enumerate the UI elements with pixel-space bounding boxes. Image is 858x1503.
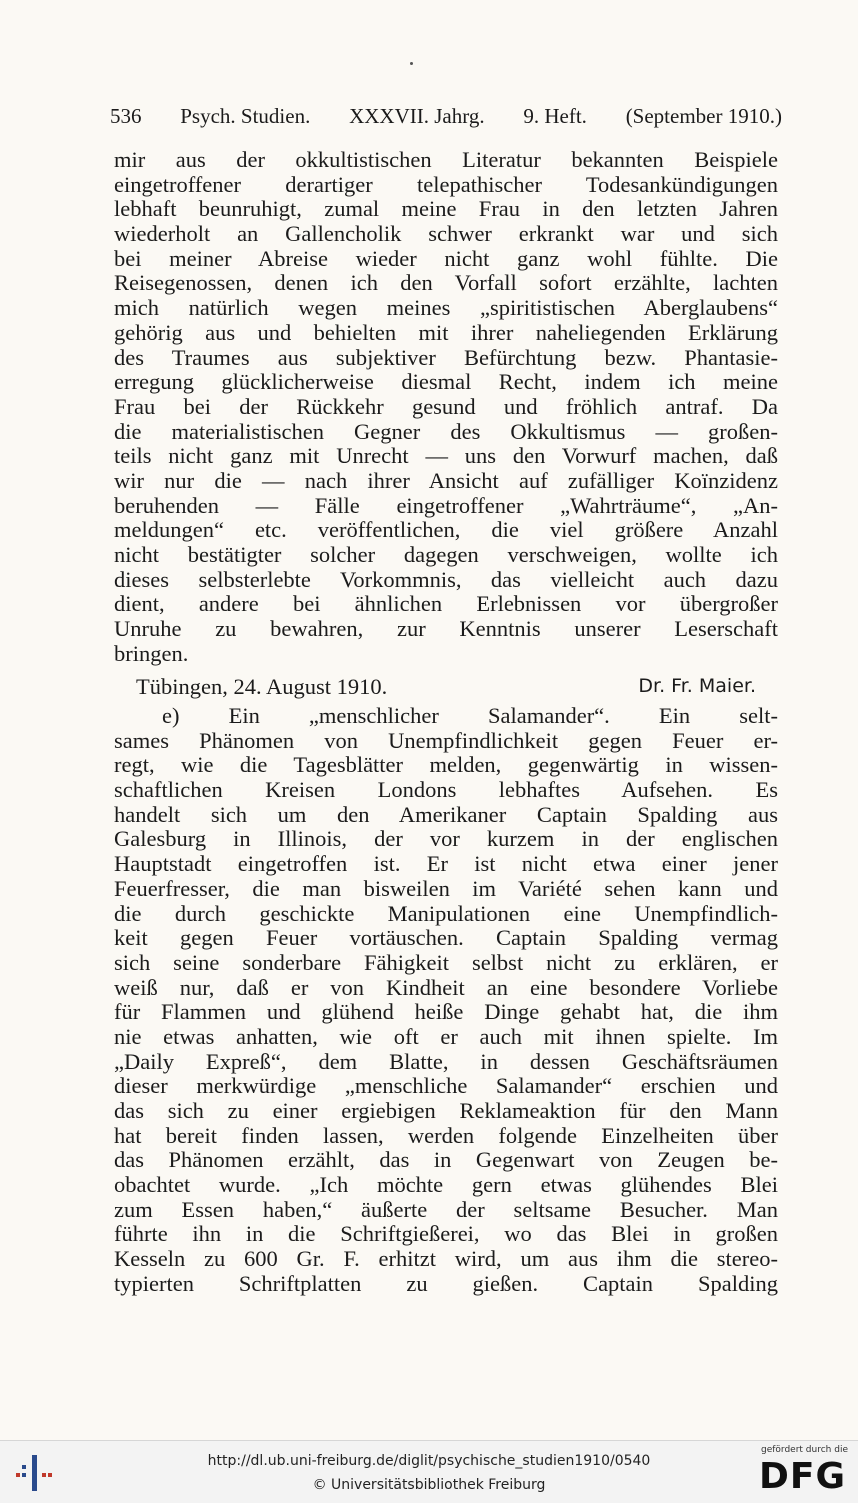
text-line: „Daily Expreß“, dem Blatte, in dessen Geschäftsräumen (114, 1049, 778, 1074)
issue: 9. Heft. (523, 104, 587, 128)
dfg-logo: DFG (758, 1456, 846, 1497)
text-line: nicht bestätigter solcher dagegen verschweigen, wollte ich (114, 543, 778, 567)
text-line: meldungen“ etc. veröffentlichen, die viel größere Anzahl (114, 518, 778, 543)
text-line: erregung glücklicherweise diesmal Recht, indem ich meine (114, 370, 778, 395)
text-line: regt, wie die Tagesblätter melden, gegenwärtig in wissen- (114, 753, 778, 778)
signature-line (114, 675, 778, 701)
page-number: 536 (110, 104, 142, 128)
text-line: dieses selbsterlebte Vorkommnis, das vielleicht auch dazu (114, 567, 778, 592)
speck (410, 62, 413, 65)
text-line: weiß nur, daß er von Kindheit an eine besondere Vorliebe (114, 975, 778, 1000)
text-line: Unruhe zu bewahren, zur Kenntnis unserer Leserschaft (114, 617, 778, 642)
volume: XXXVII. Jahrg. (349, 104, 485, 128)
text-line: Galesburg in Illinois, der vor kurzem in der englischen (114, 827, 778, 852)
text-line: führte ihn in die Schriftgießerei, wo das Blei in großen (114, 1222, 778, 1247)
issue-date: (September 1910.) (625, 104, 782, 128)
journal-title: Psych. Studien. (180, 104, 311, 128)
text-line: sames Phänomen von Unempfindlichkeit gegen Feuer er- (114, 728, 778, 753)
text-line: sich seine sonderbare Fähigkeit selbst nicht zu erklären, er (114, 950, 778, 975)
text-line: eingetroffener derartiger telepathischer Todesankündigungen (114, 172, 778, 197)
text-line: wiederholt an Gallencholik schwer erkrankt war und sich (114, 222, 778, 247)
text-line: dieser merkwürdige „menschliche Salamander“ erschien und (114, 1074, 778, 1099)
text-line: dient, andere bei ähnlichen Erlebnissen vor übergroßer (114, 592, 778, 617)
text-line: beruhenden — Fälle eingetroffener „Wahrträume“, „An- (114, 493, 778, 518)
text-line: gehörig aus und behielten mit ihrer naheliegenden Erklärung (114, 320, 778, 345)
text-line: des Traumes aus subjektiver Befürchtung bezw. Phantasie- (114, 345, 778, 370)
copyright-notice: © Universitätsbibliothek Freiburg (312, 1477, 546, 1493)
text-line: Feuerfresser, die man bisweilen im Variété sehen kann und (114, 876, 778, 901)
text-line: Hauptstadt eingetroffen ist. Er ist nicht etwa einer jener (114, 852, 778, 877)
text-line: für Flammen und glühend heiße Dinge gehabt hat, die ihm (114, 1000, 778, 1025)
text-line: das Phänomen erzählt, das in Gegenwart von Zeugen be- (114, 1148, 778, 1173)
text-line: das sich zu einer ergiebigen Reklameaktion für den Mann (114, 1099, 778, 1123)
text-line: wir nur die — nach ihrer Ansicht auf zufälliger Koïnzidenz (114, 468, 778, 493)
text-line: hat bereit finden lassen, werden folgende Einzelheiten über (114, 1123, 778, 1148)
text-line: obachtet wurde. „Ich möchte gern etwas glühendes Blei (114, 1173, 778, 1198)
text-line: schaftlichen Kreisen Londons lebhaftes Aufsehen. Es (114, 778, 778, 803)
text-line: mir aus der okkultistischen Literatur bekannten Beispiele (114, 148, 778, 172)
text-line: die materialistischen Gegner des Okkultismus — großen- (114, 419, 778, 444)
letter-text-block (114, 148, 778, 666)
text-line: typierten Schriftplatten zu gießen. Captain Spalding (114, 1271, 778, 1296)
text-line: nie etwas anhatten, wie oft er auch mit ihnen spielte. Im (114, 1024, 778, 1049)
text-line: keit gegen Feuer vortäuschen. Captain Spalding vermag (114, 926, 778, 951)
article-text-block (114, 704, 778, 1297)
running-header (110, 104, 782, 134)
place-date: Tübingen, 24. August 1910. (136, 675, 388, 699)
text-line: e) Ein „menschlicher Salamander“. Ein selt- (162, 704, 778, 728)
text-line: Frau bei der Rückkehr gesund und fröhlich antraf. Da (114, 394, 778, 419)
text-line: teils nicht ganz mit Unrecht — uns den Vorwurf machen, daß (114, 444, 778, 469)
funding-note: gefördert durch die (761, 1445, 848, 1455)
text-line: bei meiner Abreise wieder nicht ganz wohl fühlte. Die (114, 246, 778, 271)
text-line: zum Essen haben,“ äußerte der seltsame Besucher. Man (114, 1197, 778, 1222)
text-line: lebhaft beunruhigt, zumal meine Frau in den letzten Jahren (114, 197, 778, 222)
text-line: Kesseln zu 600 Gr. F. erhitzt wird, um aus ihm die stereo- (114, 1247, 778, 1272)
text-line: handelt sich um den Amerikaner Captain Spalding aus (114, 802, 778, 827)
digital-library-footer (0, 1440, 858, 1503)
source-url[interactable]: http://dl.ub.uni-freiburg.de/diglit/psychische_studien1910/0540 (207, 1453, 651, 1469)
text-line: bringen. (114, 641, 189, 666)
text-line: mich natürlich wegen meines „spiritistischen Aberglaubens“ (114, 296, 778, 321)
text-line: Reisegenossen, denen ich den Vorfall sofort erzählte, lachten (114, 271, 778, 296)
text-line: die durch geschickte Manipulationen eine Unempfindlich- (114, 901, 778, 926)
author-name: Dr. Fr. Maier. (638, 675, 756, 697)
